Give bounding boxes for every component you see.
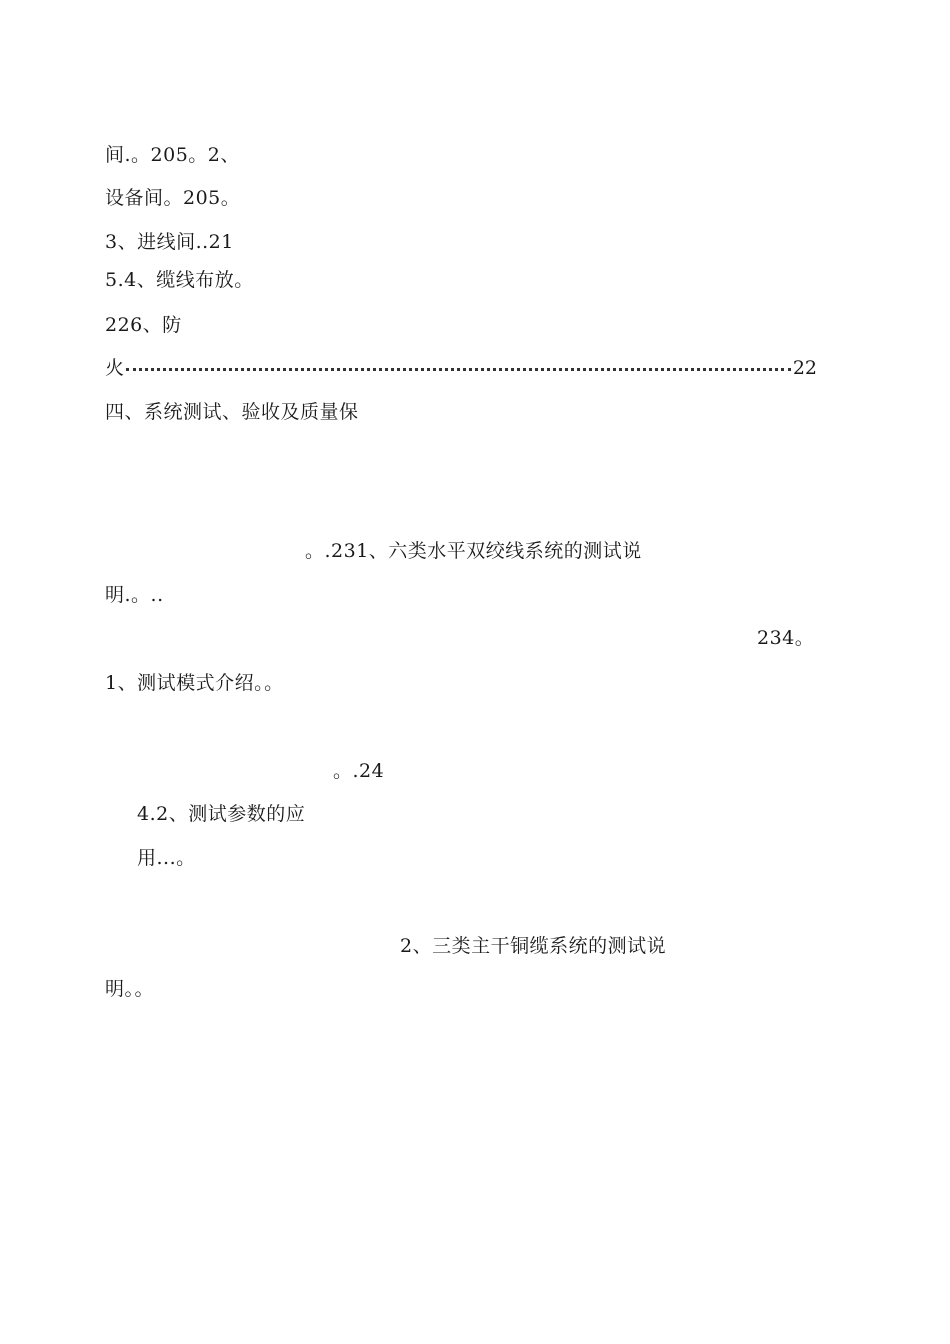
toc-line-6-label: 火 <box>105 357 125 379</box>
toc-line-11: 1、测试模式介绍。。 <box>105 672 284 694</box>
toc-line-4: 5.4、缆线布放。 <box>105 269 254 291</box>
toc-line-5: 226、防 <box>105 314 182 336</box>
toc-line-13: 4.2、测试参数的应 <box>137 803 306 825</box>
toc-line-1: 间.。205。2、 <box>105 144 240 166</box>
toc-line-15: 2、三类主干铜缆系统的测试说 <box>400 935 667 957</box>
toc-line-9: 明.。.. <box>105 584 164 606</box>
toc-line-10: 234。 <box>757 627 815 649</box>
toc-line-14: 用...。 <box>137 847 196 869</box>
toc-line-8: 。.231、六类水平双绞线系统的测试说 <box>305 540 642 562</box>
toc-line-6-page: 22 <box>792 357 817 379</box>
toc-line-16: 明。。 <box>105 978 155 1000</box>
toc-line-7: 四、系统测试、验收及质量保 <box>105 401 359 423</box>
toc-line-6-leader <box>105 356 817 380</box>
dot-leader <box>126 368 791 371</box>
toc-line-3: 3、进线间..21 <box>105 231 234 253</box>
toc-line-12: 。.24 <box>333 760 385 782</box>
toc-line-2: 设备间。205。 <box>105 187 241 209</box>
